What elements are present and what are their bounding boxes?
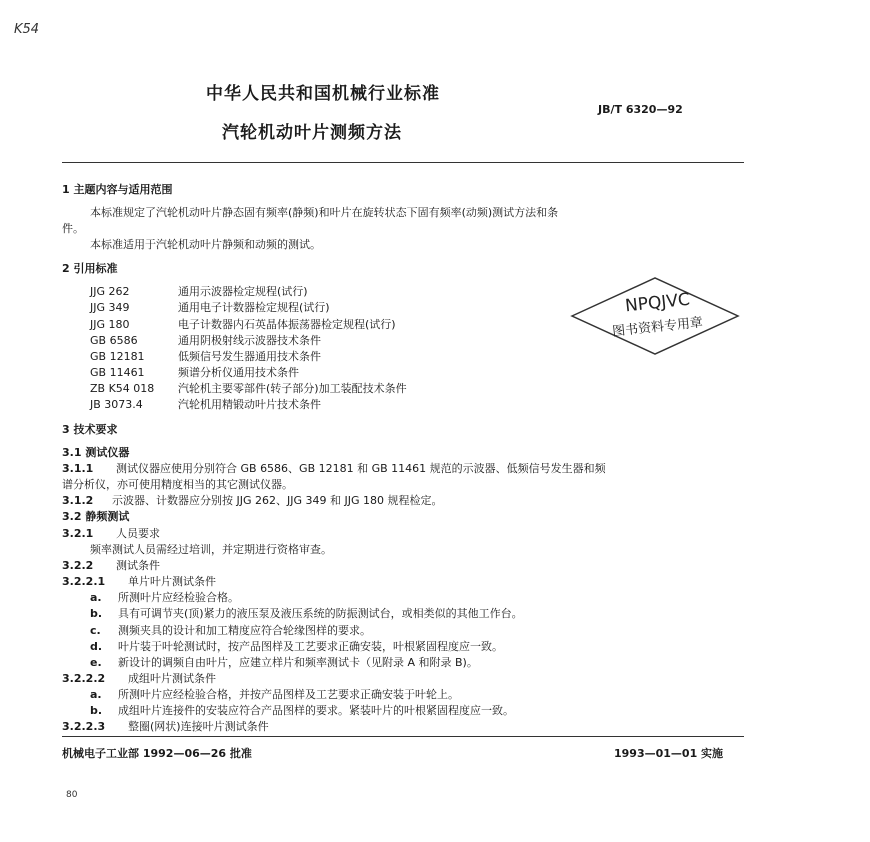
clause-number: 3.2.1 [62,527,94,540]
list-item: 成组叶片连接件的安装应符合产品图样的要求。紧装叶片的叶根紧固程度应一致。 [118,704,514,717]
clause-3-2-2-3: 整圈(网状)连接叶片测试条件 [128,720,269,733]
page-number: 80 [66,790,78,800]
clause-number: 3.2.2 [62,559,94,572]
standard-category: 中华人民共和国机械行业标准 [206,84,440,104]
stamp-outline [572,278,738,354]
clause-3-2-2-2: 成组叶片测试条件 [128,672,216,685]
clause-3-2-2: 测试条件 [116,559,160,572]
section-1-para-1a: 本标准规定了汽轮机动叶片静态固有频率(静频)和叶片在旋转状态下固有频率(动频)测试方法和条 [90,206,559,219]
library-stamp [568,274,742,358]
ref-code: ZB K54 018 [90,382,155,395]
list-label: e. [90,656,102,669]
ref-code: GB 11461 [90,366,145,379]
section-3-heading: 3 技术要求 [62,423,118,436]
ref-code: JJG 349 [90,301,130,314]
stamp-text-1: NPQJVC [624,289,691,317]
section-3-1-heading: 3.1 测试仪器 [62,446,130,459]
standard-code: JB/T 6320—92 [598,103,683,116]
clause-3-2-2-1: 单片叶片测试条件 [128,575,216,588]
ref-name: 通用阴极射线示波器技术条件 [178,334,321,347]
ref-code: JJG 262 [90,285,130,298]
list-item: 叶片装于叶轮测试时，按产品图样及工艺要求正确安装，叶根紧固程度应一致。 [118,640,503,653]
section-1-para-1b: 件。 [62,222,84,235]
clause-number: 3.1.2 [62,494,94,507]
ref-code: GB 6586 [90,334,138,347]
ref-name: 通用示波器检定规程(试行) [178,285,308,298]
clause-3-2-1: 人员要求 [116,527,160,540]
footer-rule [62,736,744,737]
list-item: 所测叶片应经检验合格。 [118,591,239,604]
clause-number: 3.2.2.1 [62,575,106,588]
effective-date: 1993—01—01 实施 [614,747,724,760]
clause-number: 3.2.2.3 [62,720,106,733]
ref-name: 电子计数器内石英晶体振荡器检定规程(试行) [178,318,396,331]
list-label: a. [90,688,102,701]
document-title: 汽轮机动叶片测频方法 [222,123,402,143]
ref-code: JJG 180 [90,318,130,331]
list-label: b. [90,607,103,620]
stamp-text-2: 图书资料专用章 [611,315,704,340]
list-item: 所测叶片应经检验合格，并按产品图样及工艺要求正确安装于叶轮上。 [118,688,459,701]
clause-3-1-1-line-b: 谱分析仪，亦可使用精度相当的其它测试仪器。 [62,478,293,491]
clause-3-1-1-line-a: 测试仪器应使用分别符合 GB 6586、GB 12181 和 GB 11461 规范的示波器、低频信号发生器和频 [116,462,606,475]
ref-name: 低频信号发生器通用技术条件 [178,350,321,363]
list-item: 新设计的调频自由叶片，应建立样片和频率测试卡（见附录 A 和附录 B)。 [118,656,478,669]
ref-name: 汽轮机主要零部件(转子部分)加工装配技术条件 [178,382,407,395]
section-2-heading: 2 引用标准 [62,262,118,275]
list-label: a. [90,591,102,604]
clause-number: 3.1.1 [62,462,94,475]
list-item: 测频夹具的设计和加工精度应符合轮缘图样的要求。 [118,624,371,637]
ref-name: 通用电子计数器检定规程(试行) [178,301,330,314]
list-label: d. [90,640,103,653]
ref-name: 汽轮机用精锻动叶片技术条件 [178,398,321,411]
ref-name: 频谱分析仪通用技术条件 [178,366,299,379]
section-3-2-heading: 3.2 静频测试 [62,510,130,523]
list-item: 具有可调节夹(顶)紧力的液压泵及液压系统的防振测试台，或相类似的其他工作台。 [118,607,523,620]
corner-handwritten-mark: K54 [14,22,40,37]
clause-3-2-1-body: 频率测试人员需经过培训，并定期进行资格审查。 [90,543,332,556]
clause-3-1-2: 示波器、计数器应分别按 JJG 262、JJG 349 和 JJG 180 规程检定。 [112,494,443,507]
list-label: c. [90,624,101,637]
list-label: b. [90,704,103,717]
ref-code: GB 12181 [90,350,145,363]
approval-date: 机械电子工业部 1992—06—26 批准 [62,747,252,760]
section-1-heading: 1 主题内容与适用范围 [62,183,173,196]
header-rule [62,162,744,163]
clause-number: 3.2.2.2 [62,672,106,685]
section-1-para-2: 本标准适用于汽轮机动叶片静频和动频的测试。 [90,238,321,251]
ref-code: JB 3073.4 [90,398,143,411]
